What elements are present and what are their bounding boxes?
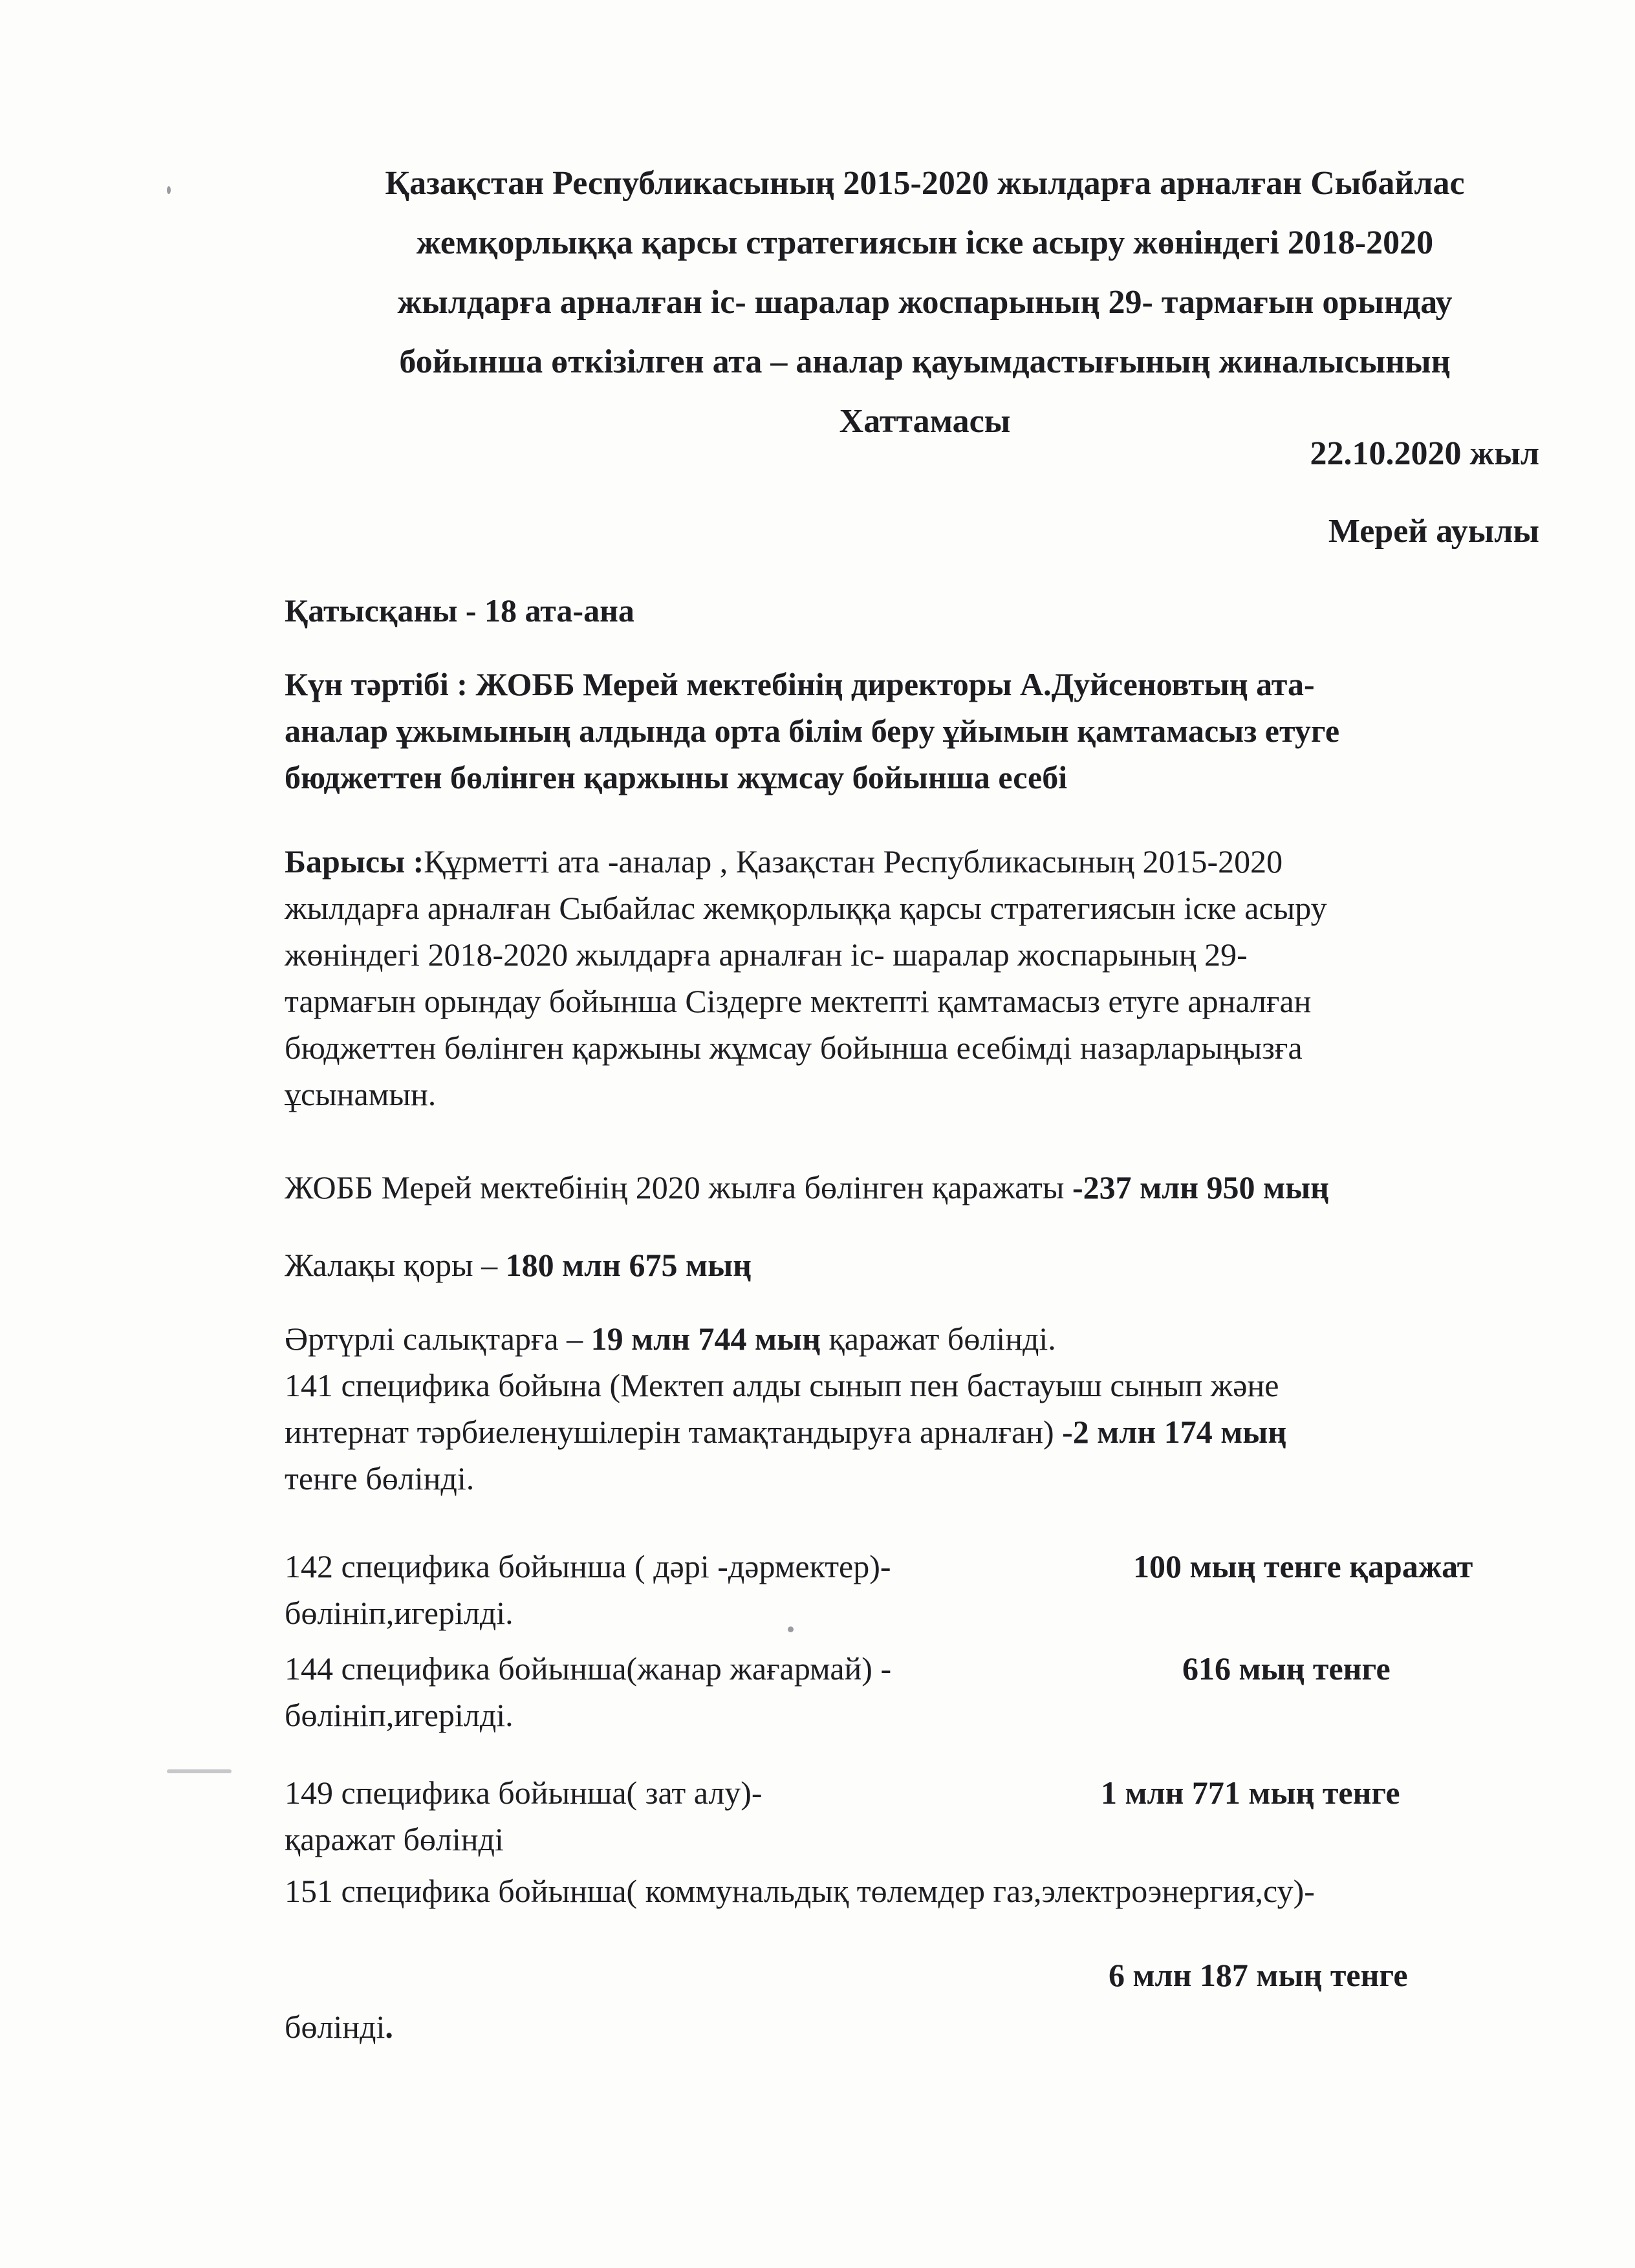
taxes-line	[285, 1315, 1286, 1362]
spec142-row	[285, 1543, 1578, 1590]
salary-text: Жалақы қоры –	[285, 1247, 506, 1283]
spec142-line2: бөлініп,игерілді.	[285, 1595, 514, 1631]
title-line: жемқорлыққа қарсы стратегиясын іске асыру жөніндегі 2018-2020	[416, 224, 1434, 261]
spec144-line2: бөлініп,игерілді.	[285, 1697, 514, 1733]
budget-line	[285, 1164, 1329, 1211]
progress-line: ұсынамын.	[285, 1076, 437, 1112]
spec144-amount: 616 мың тенге	[1182, 1650, 1391, 1687]
taxes-amount: 19 млн 744 мың	[590, 1321, 821, 1357]
progress-label: Барысы :	[285, 843, 424, 880]
taxes-text-end: қаражат бөлінді.	[820, 1321, 1056, 1357]
title-line: Қазақстан Республикасының 2015-2020 жылдарға арналған Сыбайлас	[385, 165, 1465, 202]
spec149-line2: қаражат бөлінді	[285, 1821, 504, 1857]
title-line: жылдарға арналған іс- шаралар жоспарының 29- тармағын орындау	[397, 284, 1453, 321]
progress-line: бюджеттен бөлінген қаржыны жұмсау бойынша есебімді назарларыңызға	[285, 1030, 1303, 1066]
spec151-closing: бөлінді	[285, 2009, 385, 2045]
progress-line: жөніндегі 2018-2020 жылдарға арналған іс- шаралар жоспарының 29-	[285, 936, 1248, 973]
taxes-text: Әртүрлі салықтарға –	[285, 1321, 591, 1357]
progress-first-line	[285, 838, 1327, 885]
budget-amount: -237 млн 950 мың	[1072, 1169, 1329, 1205]
document-place: Мерей ауылы	[1328, 513, 1539, 550]
spec149-row	[285, 1769, 1578, 1816]
progress-line: жылдарға арналған Сыбайлас жемқорлыққа қарсы стратегиясын іске асыру	[285, 890, 1327, 926]
spec141-line	[285, 1409, 1286, 1455]
scan-speck	[788, 1626, 794, 1632]
spec141-text: интернат тәрбиеленушілерін тамақтандыруға арналған)	[285, 1414, 1063, 1450]
document-title	[285, 154, 1565, 451]
progress-line: тармағын орындау бойынша Сіздерге мектепті қамтамасыз етуге арналған	[285, 983, 1312, 1019]
agenda-line: аналар ұжымының алдында орта білім беру ұйымын қамтамасыз етуге	[285, 713, 1340, 749]
salary-amount: 180 млн 675 мың	[505, 1247, 752, 1283]
spec151-line2	[285, 2003, 393, 2050]
spec142-amount: 100 мың тенге қаражат	[1133, 1548, 1473, 1584]
spec141-line: тенге бөлінді.	[285, 1460, 475, 1496]
salary-line	[285, 1242, 752, 1288]
spec144-row	[285, 1645, 1578, 1692]
scan-speck	[167, 186, 171, 194]
progress-text: Құрметті ата -аналар , Қазақстан Республикасының 2015-2020	[424, 843, 1283, 880]
spec144-text: 144 спецификa бойынша(жанар жағармай) -	[285, 1650, 892, 1687]
spec151-closing-dot: .	[385, 2009, 393, 2045]
title-line: Хаттамасы	[839, 403, 1011, 440]
spec151-amount: 6 млн 187 мың тенге	[1109, 1957, 1408, 1993]
spec151-text: 151 спецификa бойынша( коммунальдық төлемдер газ,электроэнергия,су)-	[285, 1873, 1315, 1909]
agenda-line: бюджеттен бөлінген қаржыны жұмсау бойынша есебі	[285, 759, 1068, 795]
spec149-text: 149 спецификa бойынша( зат алу)-	[285, 1775, 763, 1811]
agenda	[285, 661, 1339, 801]
spec149-amount: 1 млн 771 мың тенге	[1101, 1775, 1400, 1811]
attendance: Қатысқаны - 18 ата-ана	[285, 592, 634, 629]
scan-smudge	[167, 1769, 232, 1773]
title-line: бойынша өткізілген ата – аналар қауымдастығының жиналысының	[399, 343, 1451, 380]
agenda-line: Күн тәртібі : ЖОББ Мерей мектебінің директоры А.Дуйсеновтың ата-	[285, 666, 1315, 702]
spec142-text: 142 спецификa бойынша ( дәрі -дәрмектер)-	[285, 1548, 891, 1584]
progress-section	[285, 838, 1327, 1118]
document-date: 22.10.2020 жыл	[1310, 435, 1539, 472]
spec141-amount: -2 млн 174 мың	[1062, 1414, 1287, 1450]
spec141-line: 141 спецификa бойына (Мектеп алды сынып пен бастауыш сынып және	[285, 1367, 1279, 1403]
budget-text: ЖОББ Мерей мектебінің 2020 жылға бөлінген қаражаты	[285, 1169, 1072, 1205]
taxes-and-spec141	[285, 1315, 1286, 1502]
